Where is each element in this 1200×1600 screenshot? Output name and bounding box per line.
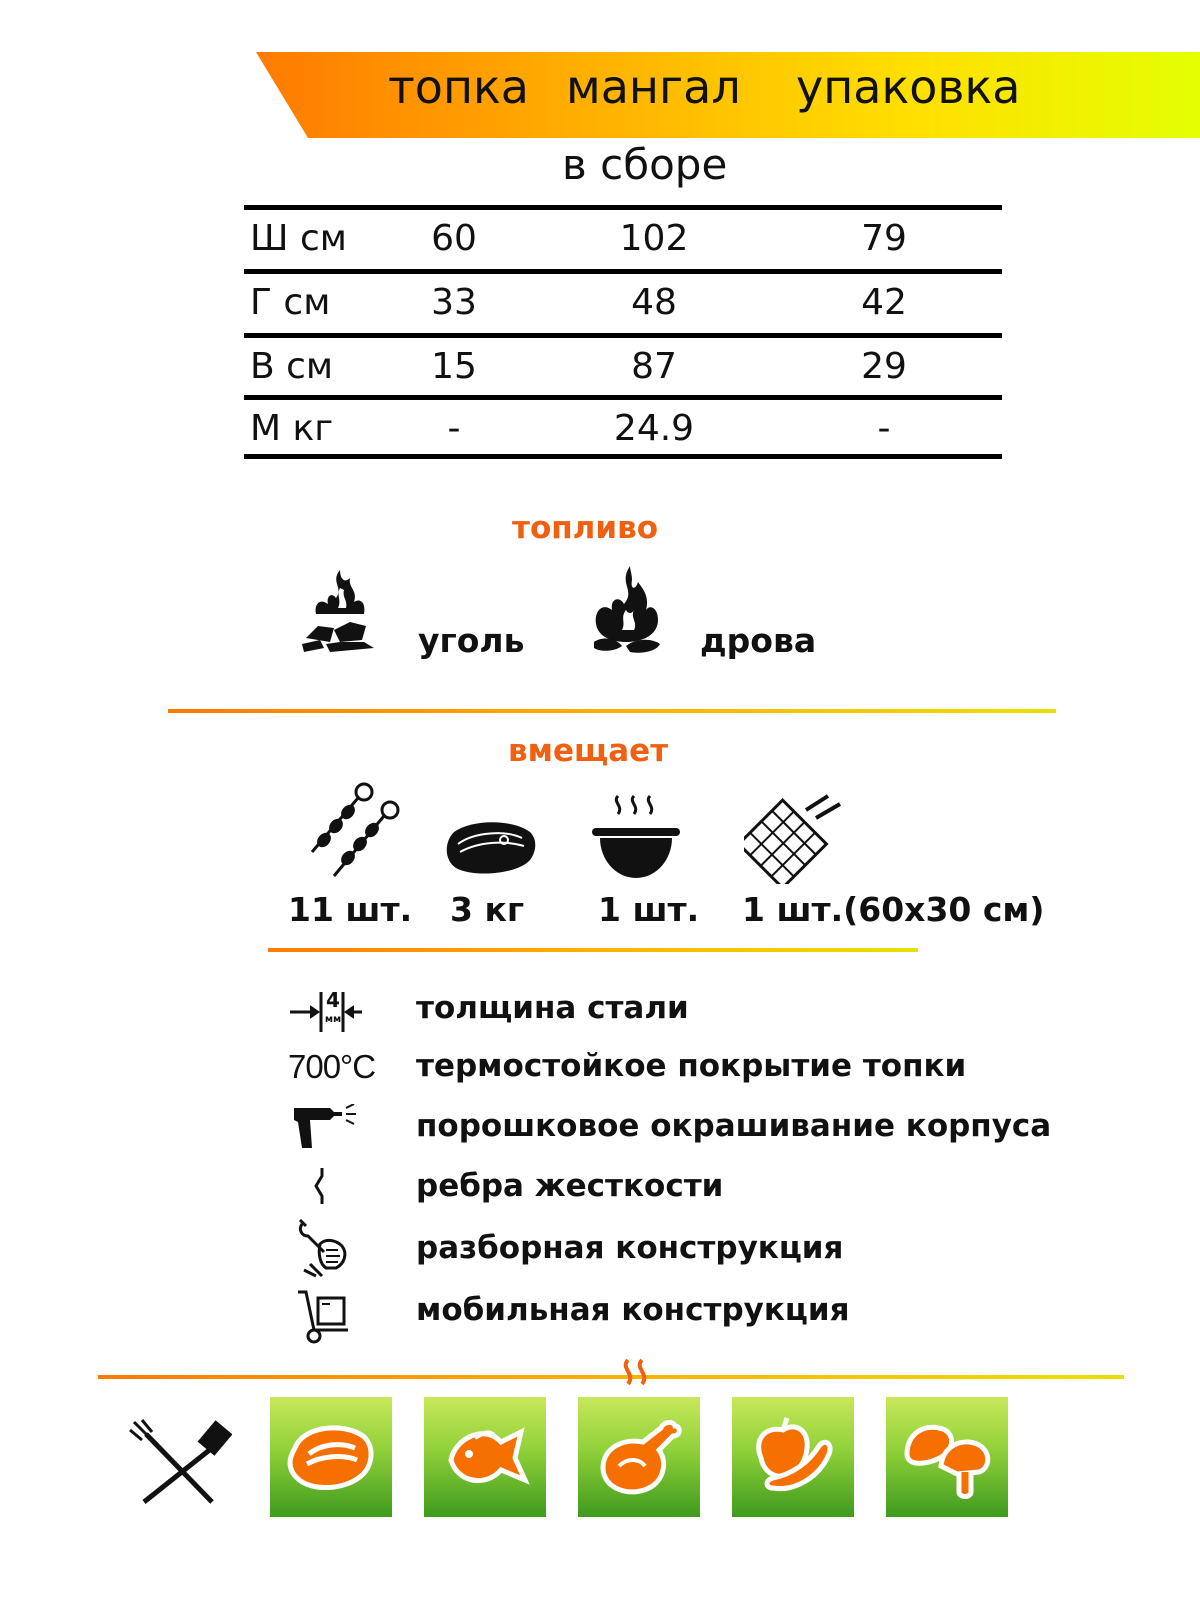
row-label: В см: [250, 346, 334, 387]
skewers-icon: [304, 782, 404, 882]
fuel-charcoal-label: уголь: [418, 621, 525, 660]
capacity-title: вмещает: [508, 733, 669, 769]
row-label: Ш см: [250, 218, 347, 259]
capacity-grate-label: 1 шт.(60x30 см): [742, 890, 1045, 929]
cell-firebox: 33: [431, 282, 477, 323]
cell-package: 79: [861, 218, 907, 259]
feature-steel-thickness: толщина стали: [416, 990, 689, 1026]
fuel-wood-label: дрова: [700, 621, 817, 660]
row-label: Г см: [250, 282, 331, 323]
steel-thickness-icon: [288, 990, 364, 1034]
cell-grill: 102: [619, 218, 689, 259]
cell-grill: 48: [631, 282, 677, 323]
row-label: М кг: [250, 408, 334, 449]
cell-grill: 87: [631, 346, 677, 387]
wood-fire-icon: [586, 564, 668, 656]
table-row: [244, 269, 1002, 333]
bbq-tools-icon: [128, 1418, 232, 1508]
divider-line: [168, 709, 1056, 713]
bottom-divider: [98, 1375, 1124, 1379]
charcoal-fire-icon: [300, 568, 380, 654]
fish-tile: [424, 1397, 546, 1517]
capacity-skewers-label: 11 шт.: [288, 890, 413, 929]
mushrooms-tile: [886, 1397, 1008, 1517]
hand-truck-icon: [294, 1288, 356, 1344]
chicken-tile-icon: [589, 1408, 689, 1506]
table-row: [244, 395, 1002, 459]
column-header-package: упаковка: [796, 60, 1021, 114]
vegetables-tile: [732, 1397, 854, 1517]
column-header-firebox: топка: [388, 60, 529, 114]
cell-firebox: 15: [431, 346, 477, 387]
capacity-cauldron-label: 1 шт.: [598, 890, 700, 929]
grill-grate-icon: [744, 794, 844, 884]
cell-package: -: [877, 408, 891, 449]
feature-mobile: мобильная конструкция: [416, 1292, 850, 1328]
steel-thickness-value: 4: [326, 988, 340, 1012]
subheading-assembled: в сборе: [562, 140, 728, 189]
cell-package: 42: [861, 282, 907, 323]
cauldron-icon: [588, 794, 684, 882]
cell-package: 29: [861, 346, 907, 387]
divider-line: [268, 948, 918, 952]
steak-tile-icon: [281, 1408, 381, 1506]
fuel-title: топливо: [512, 510, 659, 546]
mushrooms-tile-icon: [897, 1408, 997, 1506]
feature-powder-coating: порошковое окрашивание корпуса: [416, 1108, 1052, 1144]
wrench-hand-icon: [296, 1218, 352, 1278]
temperature-icon: 700°C: [288, 1048, 376, 1085]
steak-tile: [270, 1397, 392, 1517]
heat-waves-icon: [618, 1358, 658, 1394]
steak-icon: [444, 818, 538, 878]
feature-heat-resistant: термостойкое покрытие топки: [416, 1048, 967, 1084]
feature-collapsible: разборная конструкция: [416, 1230, 844, 1266]
feature-stiffening-ribs: ребра жесткости: [416, 1168, 724, 1204]
table-row: [244, 333, 1002, 395]
cell-firebox: 60: [431, 218, 477, 259]
dimensions-table: [244, 205, 1002, 459]
chicken-tile: [578, 1397, 700, 1517]
stiffening-rib-icon: [310, 1166, 330, 1206]
cell-grill: 24.9: [613, 408, 695, 449]
cell-firebox: -: [447, 408, 461, 449]
table-row: [244, 205, 1002, 269]
vegetables-tile-icon: [743, 1408, 843, 1506]
spray-gun-icon: [290, 1104, 362, 1150]
column-header-grill: мангал: [566, 60, 741, 114]
steel-thickness-unit: мм: [324, 1014, 342, 1025]
fish-tile-icon: [435, 1408, 535, 1506]
capacity-steak-label: 3 кг: [450, 890, 525, 929]
